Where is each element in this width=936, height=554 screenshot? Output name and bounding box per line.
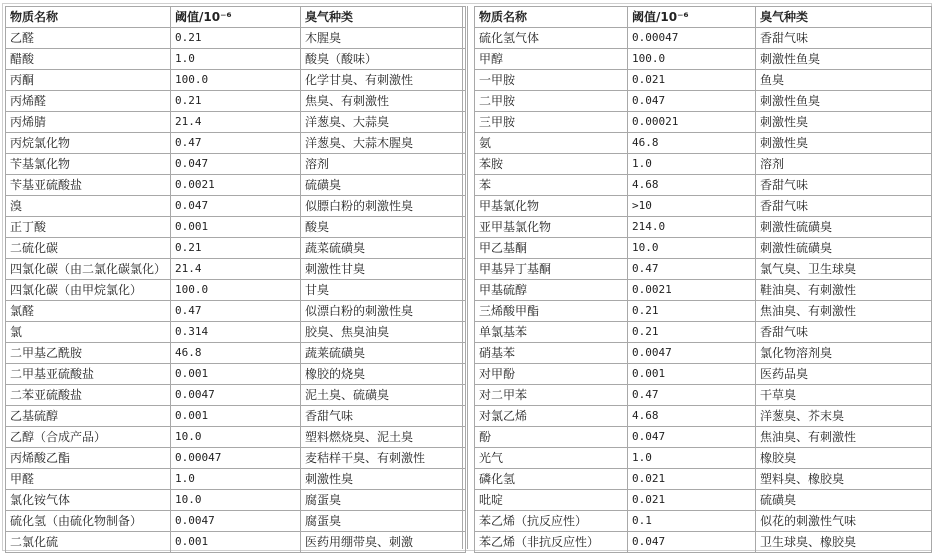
table-row [6, 343, 466, 364]
header-threshold: 阈值/10⁻⁶ [628, 7, 756, 28]
odor-type-cell: 干草臭 [756, 385, 932, 406]
odor-type-cell: 刺激性臭 [756, 133, 932, 154]
table-row [6, 91, 466, 112]
table-row [475, 49, 932, 70]
odor-type-cell: 香甜气味 [756, 196, 932, 217]
threshold-cell: 4.68 [628, 175, 756, 196]
substance-name-cell: 二甲基亚硫酸盐 [6, 364, 171, 385]
substance-name-cell: 二硫化碳 [6, 238, 171, 259]
table-row [475, 322, 932, 343]
table-row [475, 70, 932, 91]
threshold-cell: 10.0 [171, 490, 301, 511]
threshold-cell: 0.1 [628, 511, 756, 532]
threshold-cell: 0.001 [171, 217, 301, 238]
substance-name-cell: 三烯酸甲酯 [475, 301, 628, 322]
table-row [475, 385, 932, 406]
substance-name-cell: 对二甲苯 [475, 385, 628, 406]
substance-name-cell: 甲乙基酮 [475, 238, 628, 259]
threshold-cell: 0.00047 [171, 448, 301, 469]
threshold-cell: 21.4 [171, 259, 301, 280]
threshold-cell: 0.00021 [628, 112, 756, 133]
odor-type-cell: 医药品臭 [756, 364, 932, 385]
threshold-cell: 0.47 [628, 259, 756, 280]
substance-name-cell: 乙醛 [6, 28, 171, 49]
odor-threshold-table-right [474, 6, 932, 553]
header-threshold: 阈值/10⁻⁶ [171, 7, 301, 28]
table-row [6, 259, 466, 280]
odor-type-cell: 蔬莱硫磺臭 [301, 343, 466, 364]
substance-name-cell: 苄基亚硫酸盐 [6, 175, 171, 196]
odor-type-cell: 溶剂 [756, 154, 932, 175]
table-row [6, 490, 466, 511]
odor-type-cell: 香甜气味 [756, 322, 932, 343]
table-row [475, 28, 932, 49]
table-row [475, 448, 932, 469]
table-row [475, 343, 932, 364]
header-row [475, 7, 932, 28]
substance-name-cell: 苯胺 [475, 154, 628, 175]
threshold-cell: >10 [628, 196, 756, 217]
threshold-cell: 0.21 [171, 91, 301, 112]
substance-name-cell: 甲醇 [475, 49, 628, 70]
table-row [475, 511, 932, 532]
substance-name-cell: 丙酮 [6, 70, 171, 91]
substance-name-cell: 甲基硫醇 [475, 280, 628, 301]
threshold-cell: 0.0047 [628, 343, 756, 364]
odor-type-cell: 医药用绷带臭、刺激 [301, 532, 466, 553]
substance-name-cell: 乙基硫醇 [6, 406, 171, 427]
substance-name-cell: 丙烷氯化物 [6, 133, 171, 154]
threshold-cell: 1.0 [171, 469, 301, 490]
threshold-cell: 1.0 [628, 448, 756, 469]
substance-name-cell: 甲基异丁基酮 [475, 259, 628, 280]
table-row [475, 490, 932, 511]
threshold-cell: 214.0 [628, 217, 756, 238]
odor-type-cell: 刺激性臭 [756, 112, 932, 133]
odor-type-cell: 木腥臭 [301, 28, 466, 49]
table-row [475, 175, 932, 196]
odor-type-cell: 刺激性甘臭 [301, 259, 466, 280]
table-row [6, 427, 466, 448]
substance-name-cell: 丙烯酸乙酯 [6, 448, 171, 469]
odor-type-cell: 洋葱臭、大蒜臭 [301, 112, 466, 133]
threshold-cell: 0.21 [171, 238, 301, 259]
threshold-cell: 0.001 [171, 406, 301, 427]
substance-name-cell: 苯 [475, 175, 628, 196]
threshold-cell: 21.4 [171, 112, 301, 133]
odor-type-cell: 洋葱臭、芥末臭 [756, 406, 932, 427]
substance-name-cell: 苄基氯化物 [6, 154, 171, 175]
threshold-cell: 0.47 [171, 301, 301, 322]
substance-name-cell: 亚甲基氯化物 [475, 217, 628, 238]
threshold-cell: 1.0 [171, 49, 301, 70]
table-row [475, 112, 932, 133]
threshold-cell: 0.001 [171, 364, 301, 385]
substance-name-cell: 磷化氢 [475, 469, 628, 490]
table-row [475, 301, 932, 322]
threshold-cell: 0.001 [628, 364, 756, 385]
table-row [475, 406, 932, 427]
table-row [475, 469, 932, 490]
odor-type-cell: 腐蛋臭 [301, 511, 466, 532]
odor-type-cell: 似漂白粉的刺激性臭 [301, 301, 466, 322]
threshold-cell: 0.021 [628, 469, 756, 490]
substance-name-cell: 醋酸 [6, 49, 171, 70]
odor-type-cell: 刺激性硫磺臭 [756, 238, 932, 259]
threshold-cell: 0.0047 [171, 385, 301, 406]
table-row [6, 154, 466, 175]
threshold-cell: 0.21 [628, 301, 756, 322]
odor-type-cell: 泥土臭、硫磺臭 [301, 385, 466, 406]
substance-name-cell: 丙烯腈 [6, 112, 171, 133]
threshold-cell: 0.047 [171, 154, 301, 175]
odor-type-cell: 氯化物溶剂臭 [756, 343, 932, 364]
threshold-cell: 46.8 [171, 343, 301, 364]
table-row [6, 175, 466, 196]
odor-type-cell: 鞋油臭、有刺激性 [756, 280, 932, 301]
substance-name-cell: 氨 [475, 133, 628, 154]
threshold-cell: 46.8 [628, 133, 756, 154]
table-row [475, 532, 932, 553]
threshold-cell: 0.0047 [171, 511, 301, 532]
table-row [6, 238, 466, 259]
threshold-cell: 10.0 [628, 238, 756, 259]
table-row [475, 427, 932, 448]
substance-name-cell: 氯 [6, 322, 171, 343]
substance-name-cell: 硫化氢气体 [475, 28, 628, 49]
table-row [6, 532, 466, 553]
table-row [6, 322, 466, 343]
odor-type-cell: 腐蛋臭 [301, 490, 466, 511]
table-row [475, 280, 932, 301]
odor-type-cell: 刺激性鱼臭 [756, 91, 932, 112]
threshold-cell: 0.047 [171, 196, 301, 217]
odor-type-cell: 焦油臭、有刺激性 [756, 427, 932, 448]
odor-type-cell: 硫磺臭 [301, 175, 466, 196]
table-row [6, 301, 466, 322]
header-odor-type: 臭气种类 [301, 7, 466, 28]
threshold-cell: 0.047 [628, 91, 756, 112]
header-substance-name: 物质名称 [6, 7, 171, 28]
threshold-cell: 100.0 [628, 49, 756, 70]
threshold-cell: 0.021 [628, 490, 756, 511]
threshold-cell: 0.47 [628, 385, 756, 406]
threshold-cell: 4.68 [628, 406, 756, 427]
table-row [6, 49, 466, 70]
table-row [6, 133, 466, 154]
threshold-cell: 10.0 [171, 427, 301, 448]
table-row [6, 364, 466, 385]
odor-type-cell: 刺激性臭 [301, 469, 466, 490]
odor-type-cell: 香甜气味 [756, 28, 932, 49]
odor-type-cell: 似花的刺激性气味 [756, 511, 932, 532]
odor-type-cell: 香甜气味 [301, 406, 466, 427]
odor-type-cell: 蔬菜硫磺臭 [301, 238, 466, 259]
substance-name-cell: 乙醇（合成产品） [6, 427, 171, 448]
table-divider [462, 6, 468, 549]
table-row [6, 280, 466, 301]
odor-type-cell: 焦油臭、有刺激性 [756, 301, 932, 322]
table-row [6, 112, 466, 133]
substance-name-cell: 对氯乙烯 [475, 406, 628, 427]
table-row [6, 469, 466, 490]
table-row [475, 364, 932, 385]
table-row [6, 70, 466, 91]
threshold-cell: 0.047 [628, 532, 756, 553]
substance-name-cell: 硝基苯 [475, 343, 628, 364]
odor-type-cell: 酸臭 [301, 217, 466, 238]
odor-type-cell: 洋葱臭、大蒜木腥臭 [301, 133, 466, 154]
substance-name-cell: 正丁酸 [6, 217, 171, 238]
odor-type-cell: 甘臭 [301, 280, 466, 301]
odor-type-cell: 化学甘臭、有刺激性 [301, 70, 466, 91]
odor-type-cell: 橡胶的烧臭 [301, 364, 466, 385]
substance-name-cell: 溴 [6, 196, 171, 217]
odor-type-cell: 橡胶臭 [756, 448, 932, 469]
threshold-cell: 0.00047 [628, 28, 756, 49]
substance-name-cell: 四氯化碳（由甲烷氯化） [6, 280, 171, 301]
odor-type-cell: 似膘白粉的刺激性臭 [301, 196, 466, 217]
table-row [475, 238, 932, 259]
threshold-cell: 0.0021 [171, 175, 301, 196]
substance-name-cell: 三甲胺 [475, 112, 628, 133]
odor-type-cell: 刺激性鱼臭 [756, 49, 932, 70]
threshold-cell: 100.0 [171, 280, 301, 301]
odor-type-cell: 香甜气味 [756, 175, 932, 196]
threshold-cell: 1.0 [628, 154, 756, 175]
substance-name-cell: 甲醛 [6, 469, 171, 490]
threshold-cell: 0.001 [171, 532, 301, 553]
header-odor-type: 臭气种类 [756, 7, 932, 28]
substance-name-cell: 单氯基苯 [475, 322, 628, 343]
odor-type-cell: 塑料臭、橡胶臭 [756, 469, 932, 490]
table-row [6, 196, 466, 217]
odor-type-cell: 胶臭、焦臭油臭 [301, 322, 466, 343]
odor-type-cell: 焦臭、有刺激性 [301, 91, 466, 112]
table-row [475, 217, 932, 238]
substance-name-cell: 二甲胺 [475, 91, 628, 112]
odor-type-cell: 卫生球臭、橡胶臭 [756, 532, 932, 553]
substance-name-cell: 甲基氯化物 [475, 196, 628, 217]
odor-type-cell: 塑料燃烧臭、泥土臭 [301, 427, 466, 448]
substance-name-cell: 苯乙烯（非抗反应性） [475, 532, 628, 553]
substance-name-cell: 氯化铵气体 [6, 490, 171, 511]
odor-type-cell: 麦秸样干臭、有刺激性 [301, 448, 466, 469]
threshold-cell: 0.0021 [628, 280, 756, 301]
threshold-cell: 0.21 [628, 322, 756, 343]
substance-name-cell: 光气 [475, 448, 628, 469]
odor-type-cell: 溶剂 [301, 154, 466, 175]
header-row [6, 7, 466, 28]
table-row [475, 259, 932, 280]
substance-name-cell: 二甲基乙酰胺 [6, 343, 171, 364]
substance-name-cell: 二苯亚硫酸盐 [6, 385, 171, 406]
table-row [6, 406, 466, 427]
odor-type-cell: 酸臭（酸味） [301, 49, 466, 70]
threshold-cell: 0.021 [628, 70, 756, 91]
substance-name-cell: 吡啶 [475, 490, 628, 511]
substance-name-cell: 对甲酚 [475, 364, 628, 385]
table-row [6, 511, 466, 532]
threshold-cell: 0.314 [171, 322, 301, 343]
substance-name-cell: 丙烯醛 [6, 91, 171, 112]
substance-name-cell: 四氯化碳（由二氯化碳氯化） [6, 259, 171, 280]
substance-name-cell: 一甲胺 [475, 70, 628, 91]
threshold-cell: 100.0 [171, 70, 301, 91]
table-row [6, 448, 466, 469]
table-row [6, 217, 466, 238]
substance-name-cell: 硫化氢（由硫化物制备） [6, 511, 171, 532]
odor-threshold-table-left [5, 6, 466, 553]
table-row [475, 133, 932, 154]
header-substance-name: 物质名称 [475, 7, 628, 28]
table-row [475, 91, 932, 112]
table-row [475, 196, 932, 217]
table-row [475, 154, 932, 175]
substance-name-cell: 二氯化硫 [6, 532, 171, 553]
substance-name-cell: 氯醛 [6, 301, 171, 322]
threshold-cell: 0.21 [171, 28, 301, 49]
odor-type-cell: 氯气臭、卫生球臭 [756, 259, 932, 280]
table-row [6, 385, 466, 406]
threshold-cell: 0.47 [171, 133, 301, 154]
odor-type-cell: 鱼臭 [756, 70, 932, 91]
substance-name-cell: 苯乙烯（抗反应性） [475, 511, 628, 532]
odor-type-cell: 硫磺臭 [756, 490, 932, 511]
odor-type-cell: 刺激性硫磺臭 [756, 217, 932, 238]
threshold-cell: 0.047 [628, 427, 756, 448]
table-row [6, 28, 466, 49]
substance-name-cell: 酚 [475, 427, 628, 448]
